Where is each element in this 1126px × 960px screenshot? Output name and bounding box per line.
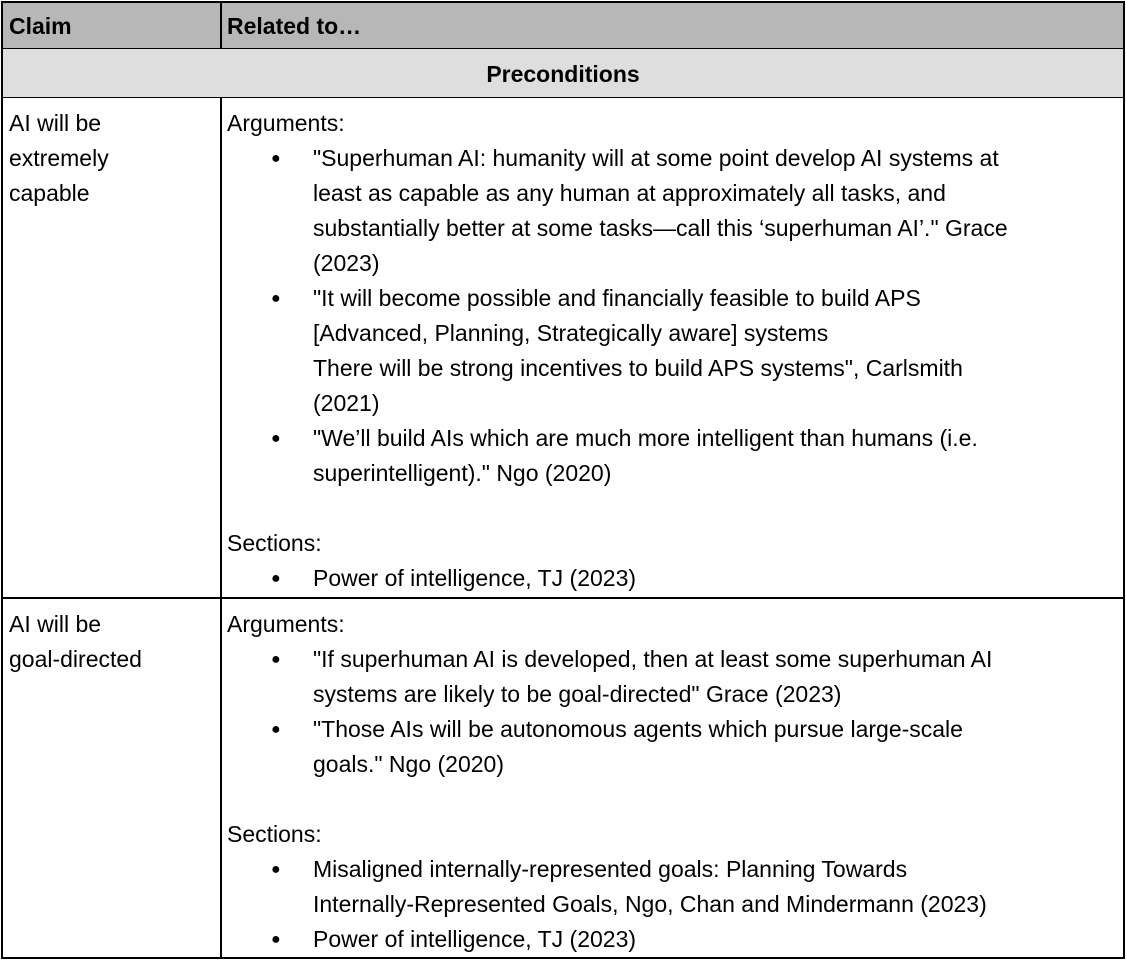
argument-text: "Superhuman AI: humanity will at some point develop AI systems at least as capable as any human at approximately all tasks, and substantially better at some tasks—call this ‘superhuman AI’." Grace (2023) [313,145,1008,276]
bullet-icon: ● [271,721,281,738]
section-text: Power of intelligence, TJ (2023) [313,565,637,591]
header-claim: Claim [9,13,72,39]
table-header-row [3,3,1123,49]
arguments-list [227,642,1107,782]
section-text: Power of intelligence, TJ (2023) [313,926,637,952]
section-title: Preconditions [486,61,640,87]
bullet-icon: ● [271,861,281,878]
claims-table [1,1,1125,959]
bullet-icon: ● [271,651,281,668]
column-divider [220,3,222,49]
arguments-list [227,141,1107,491]
bullet-icon: ● [271,570,281,587]
list-item [227,141,1107,281]
column-divider [220,599,222,959]
argument-text: "If superhuman AI is developed, then at least some superhuman AI systems are likely to be goal-directed" Grace (2023) [313,646,993,707]
list-item [227,922,1107,957]
sections-label: Sections: [227,530,322,556]
sections-list [227,561,1107,596]
sections-list [227,852,1107,957]
argument-text: "We’ll build AIs which are much more intelligent than humans (i.e. superintelligent)." Ngo (2020) [313,425,978,486]
list-item [227,561,1107,596]
header-related: Related to… [227,13,362,39]
list-item [227,421,1107,491]
claim-text: AI will be extremely capable [9,110,109,206]
claim-text: AI will be goal-directed [9,611,142,672]
list-item [227,852,1107,922]
arguments-label: Arguments: [227,110,345,136]
argument-text: "Those AIs will be autonomous agents which pursue large-scale goals." Ngo (2020) [313,716,963,777]
related-cell [227,106,1107,596]
arguments-label: Arguments: [227,611,345,637]
bullet-icon: ● [271,931,281,948]
claim-cell [9,607,214,677]
bullet-icon: ● [271,150,281,167]
list-item [227,712,1107,782]
argument-text: "It will become possible and financially feasible to build APS [Advanced, Planning, Strategically aware] systems There will be strong incentives to build APS systems", Carlsmith (2021) [313,285,963,416]
list-item [227,642,1107,712]
section-row [3,49,1123,98]
table-row [3,599,1123,959]
claim-cell [9,106,214,211]
table-row [3,98,1123,599]
sections-label: Sections: [227,821,322,847]
section-text: Misaligned internally-represented goals: Planning Towards Internally-Represented Goals, Ngo, Chan and Mindermann (2023) [313,856,987,917]
bullet-icon: ● [271,290,281,307]
bullet-icon: ● [271,430,281,447]
list-item [227,281,1107,421]
column-divider [220,98,222,599]
related-cell [227,607,1107,957]
